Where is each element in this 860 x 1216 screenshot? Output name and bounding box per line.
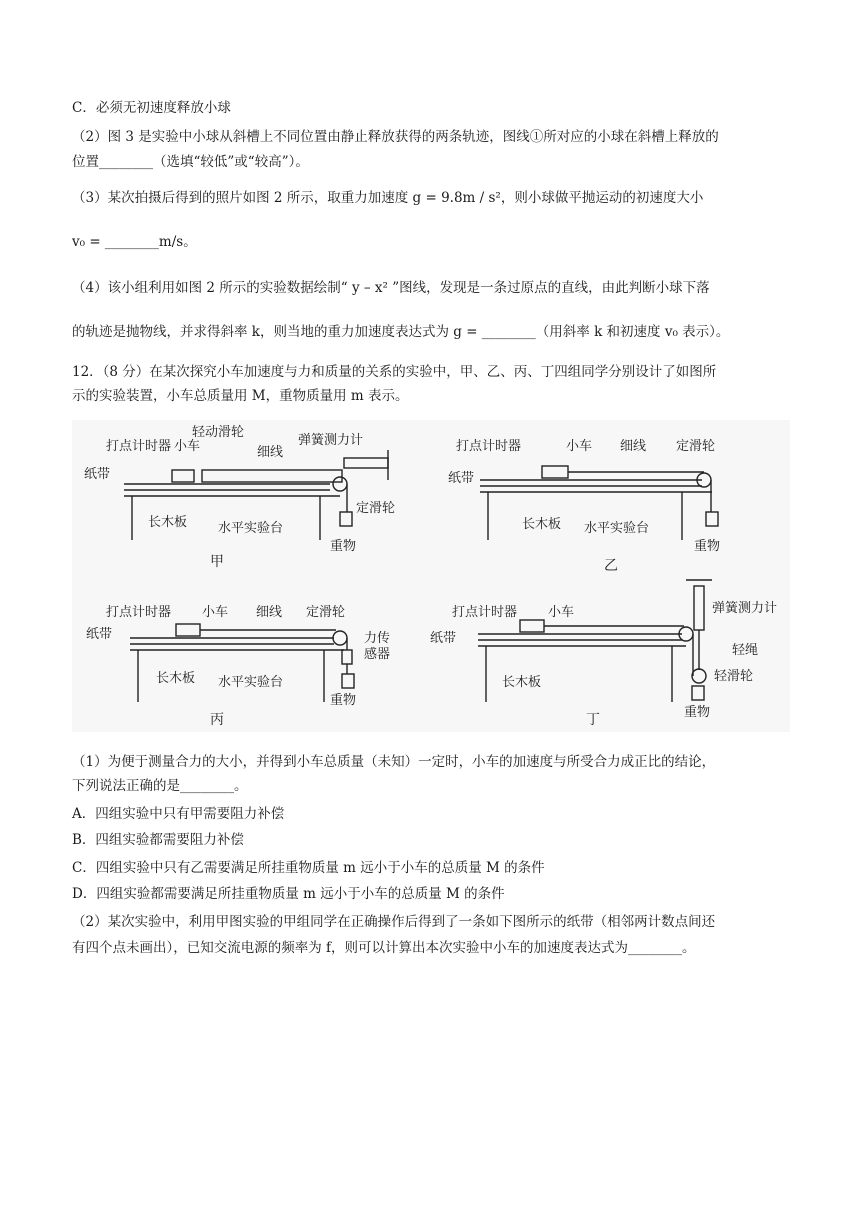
label-bing-sensor-1: 力传: [364, 631, 391, 646]
label-ding-weight: 重物: [684, 705, 711, 720]
label-yi-tape: 纸带: [448, 471, 475, 486]
line-q4-cont: 的轨迹是抛物线，并求得斜率 k，则当地的重力加速度表达式为 g = ________（用斜率 k 和初速度 v₀ 表示）。: [72, 324, 730, 340]
line-sub1: （1）为便于测量合力的大小，并得到小车总质量（未知）一定时，小车的加速度与所受合力成正比的结论，: [72, 754, 716, 770]
label-yi-timer: 打点计时器: [456, 439, 522, 454]
label-bing-timer: 打点计时器: [106, 605, 172, 620]
line-q4: （4）该小组利用如图 2 所示的实验数据绘制“ y – x² ”图线，发现是一条过原点的直线，由此判断小球下落: [72, 280, 710, 296]
caption-yi: 乙: [604, 558, 618, 574]
label-ding-spring: 弹簧测力计: [712, 601, 778, 616]
label-jia-string: 细线: [257, 445, 284, 460]
experiment-diagram: [72, 420, 790, 732]
line-q3: （3）某次拍摄后得到的照片如图 2 所示，取重力加速度 g = 9.8m / s²，则小球做平抛运动的初速度大小: [72, 190, 704, 206]
label-ding-tape: 纸带: [430, 631, 457, 646]
caption-ding: 丁: [586, 712, 600, 728]
label-ding-rope: 轻绳: [732, 643, 759, 658]
label-yi-car: 小车: [566, 439, 593, 454]
label-bing-table: 水平实验台: [218, 675, 284, 690]
label-bing-board: 长木板: [156, 671, 196, 686]
label-yi-weight: 重物: [694, 539, 721, 554]
label-yi-string: 细线: [620, 439, 647, 454]
label-jia-timer: 打点计时器: [106, 439, 172, 454]
label-yi-fixed-pulley: 定滑轮: [676, 439, 716, 454]
option-d: D．四组实验都需要满足所挂重物质量 m 远小于小车的总质量 M 的条件: [72, 886, 505, 902]
label-jia-pulley: 轻动滑轮: [192, 425, 245, 440]
label-bing-sensor-2: 感器: [364, 647, 391, 662]
label-yi-board: 长木板: [522, 517, 562, 532]
label-jia-tape: 纸带: [84, 467, 111, 482]
option-a: A．四组实验中只有甲需要阻力补偿: [72, 806, 285, 822]
option-c: C．四组实验中只有乙需要满足所挂重物质量 m 远小于小车的总质量 M 的条件: [72, 860, 545, 876]
option-b: B．四组实验都需要阻力补偿: [72, 832, 244, 848]
label-ding-board: 长木板: [502, 675, 542, 690]
label-yi-table: 水平实验台: [584, 521, 650, 536]
label-bing-weight: 重物: [330, 693, 357, 708]
label-jia-board: 长木板: [148, 515, 188, 530]
label-bing-string: 细线: [256, 605, 283, 620]
line-q3-cont: v₀ = ________m/s。: [72, 234, 197, 250]
line-q12-cont: 示的实验装置，小车总质量用 M，重物质量用 m 表示。: [72, 388, 409, 404]
caption-jia: 甲: [210, 554, 224, 570]
line-option-c: C．必须无初速度释放小球: [72, 100, 231, 116]
label-ding-car: 小车: [548, 605, 575, 620]
label-jia-table: 水平实验台: [218, 521, 284, 536]
line-sub2-cont: 有四个点未画出），已知交流电源的频率为 f，则可以计算出本次实验中小车的加速度表达式为________。: [72, 940, 696, 956]
label-ding-timer: 打点计时器: [452, 605, 518, 620]
label-jia-spring: 弹簧测力计: [298, 433, 364, 448]
line-q2: （2）图 3 是实验中小球从斜槽上不同位置由静止释放获得的两条轨迹，图线①所对应的小球在斜槽上释放的: [72, 129, 719, 145]
line-sub2: （2）某次实验中，利用甲图实验的甲组同学在正确操作后得到了一条如下图所示的纸带（相邻两计数点间还: [72, 914, 716, 930]
label-bing-car: 小车: [202, 605, 229, 620]
line-q2-cont: 位置________（选填“较低”或“较高”）。: [72, 154, 309, 170]
label-jia-weight: 重物: [330, 539, 357, 554]
line-q12: 12．（8 分）在某次探究小车加速度与力和质量的关系的实验中，甲、乙、丙、丁四组同学分别设计了如图所: [72, 364, 717, 380]
panel-bing: [130, 624, 354, 702]
label-bing-tape: 纸带: [86, 627, 113, 642]
caption-bing: 丙: [210, 712, 224, 728]
label-jia-fixed-pulley: 定滑轮: [356, 501, 396, 516]
line-sub1-cont: 下列说法正确的是________。: [72, 778, 248, 794]
label-jia-car: 小车: [174, 439, 201, 454]
experiment-figure: [72, 420, 790, 732]
label-bing-fixed-pulley: 定滑轮: [306, 605, 346, 620]
label-ding-pulley: 轻滑轮: [714, 669, 754, 684]
